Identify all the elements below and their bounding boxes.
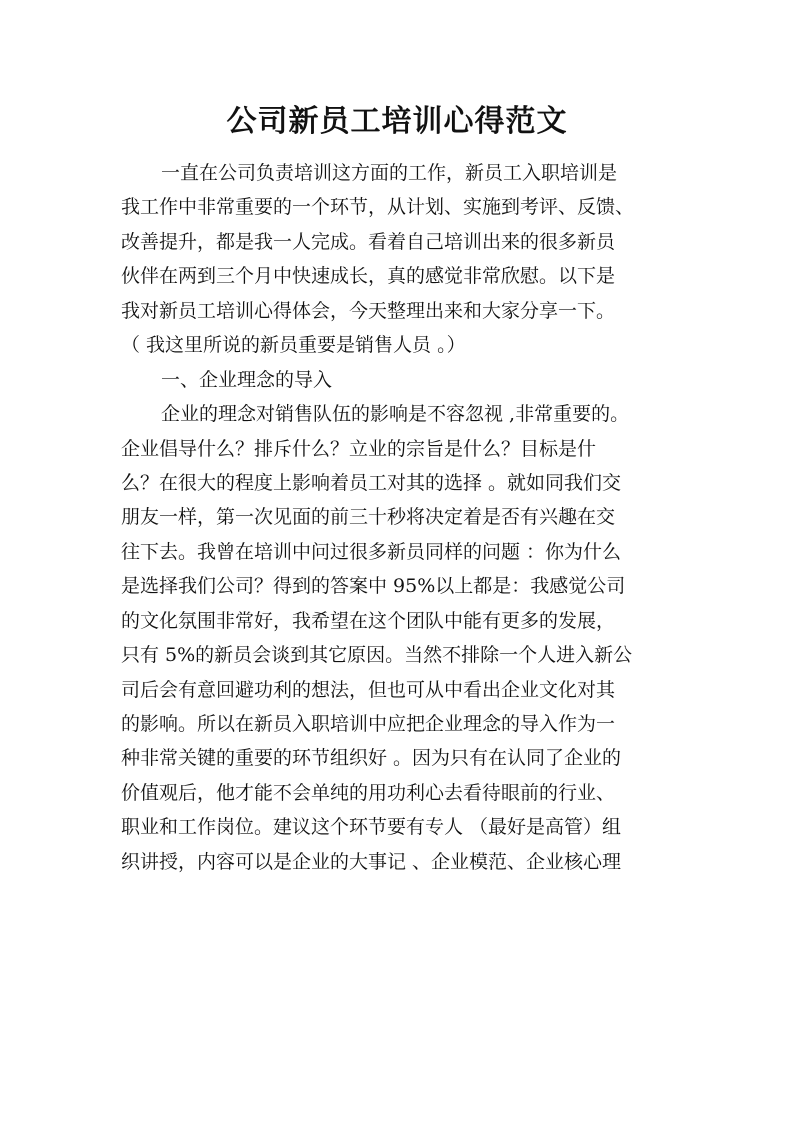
paragraph-line: 我对新员工培训心得体会，今天整理出来和大家分享一下。 — [121, 299, 616, 322]
paragraph-line: 织讲授，内容可以是企业的大事记 、企业模范、企业核心理 — [121, 850, 622, 873]
paragraph-line: 职业和工作岗位。建议这个环节要有专人 （最好是高管）组 — [121, 816, 622, 839]
paragraph-line: 的文化氛围非常好，我希望在这个团队中能有更多的发展， — [121, 609, 616, 632]
document-body — [121, 156, 681, 879]
section-heading: 一、企业理念的导入 — [161, 368, 333, 391]
paragraph-line: 一直在公司负责培训这方面的工作，新员工入职培训是 — [161, 162, 618, 184]
paragraph-line: 只有 5%的新员会谈到其它原因。当然不排除一个人进入新公 — [121, 644, 633, 667]
paragraph-line: 改善提升，都是我一人完成。看着自己培训出来的很多新员 — [121, 230, 616, 253]
paragraph-line: 伙伴在两到三个月中快速成长，真的感觉非常欣慰。以下是 — [121, 265, 616, 288]
paragraph-line: 司后会有意回避功利的想法，但也可从中看出企业文化对其 — [121, 678, 616, 701]
paragraph-line: 种非常关键的重要的环节组织好 。因为只有在认同了企业的 — [121, 747, 622, 770]
document-title: 公司新员工培训心得范文 — [226, 104, 568, 139]
paragraph-line: 朋友一样，第一次见面的前三十秒将决定着是否有兴趣在交 — [121, 506, 616, 529]
paragraph-line: 我工作中非常重要的一个环节，从计划、实施到考评、反馈、 — [121, 196, 635, 219]
paragraph-line: 么？在很大的程度上影响着员工对其的选择 。就如同我们交 — [121, 471, 622, 494]
paragraph-line: （ 我这里所说的新员重要是销售人员 。） — [121, 334, 466, 357]
paragraph-line: 是选择我们公司？得到的答案中 95%以上都是：我感觉公司 — [121, 575, 626, 598]
paragraph-line: 企业倡导什么？排斥什么？立业的宗旨是什么？目标是什 — [121, 437, 597, 460]
paragraph-line: 企业的理念对销售队伍的影响是不容忽视 ,非常重要的。 — [161, 403, 630, 426]
paragraph-line: 往下去。我曾在培训中问过很多新员同样的问题 ：你为什么 — [121, 540, 622, 563]
paragraph-line: 的影响。所以在新员入职培训中应把企业理念的导入作为一 — [121, 713, 616, 735]
paragraph-line: 价值观后，他才能不会单纯的用功利心去看待眼前的行业、 — [121, 781, 616, 804]
